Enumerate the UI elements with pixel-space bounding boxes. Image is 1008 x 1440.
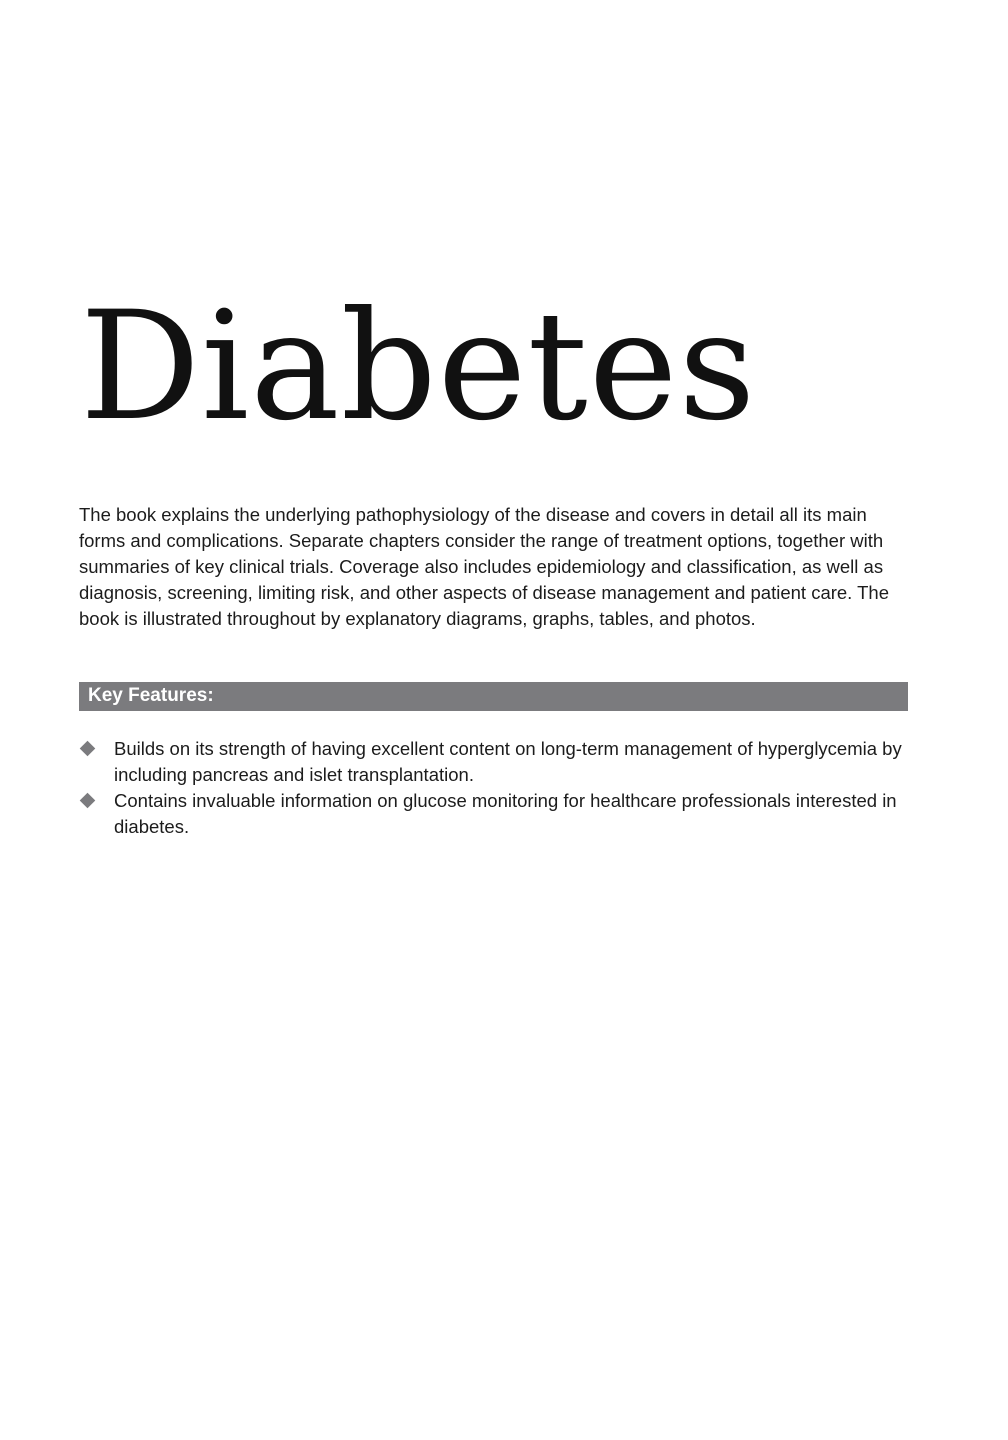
diamond-bullet-icon xyxy=(80,793,96,809)
key-features-heading: Key Features: xyxy=(88,685,214,706)
feature-text: Builds on its strength of having excellent content on long-term management of hyperglycemia by including pancreas and islet transplantation. xyxy=(114,738,902,785)
book-title: Diabetes xyxy=(80,280,757,454)
diamond-bullet-icon xyxy=(80,741,96,757)
key-features-header xyxy=(79,682,908,711)
feature-list-item xyxy=(79,788,911,840)
feature-list-item xyxy=(79,736,911,788)
feature-text: Contains invaluable information on glucose monitoring for healthcare professionals interested in diabetes. xyxy=(114,790,897,837)
book-description: The book explains the underlying pathophysiology of the disease and covers in detail all its main forms and complications. Separate chapters consider the range of treatment options, together with summaries of key clinical trials. Coverage also includes epidemiology and classification, as well as diagnosis, screening, limiting risk, and other aspects of disease management and patient care. The book is illustrated throughout by explanatory diagrams, graphs, tables, and photos. xyxy=(79,504,890,629)
key-features-list xyxy=(79,736,911,840)
